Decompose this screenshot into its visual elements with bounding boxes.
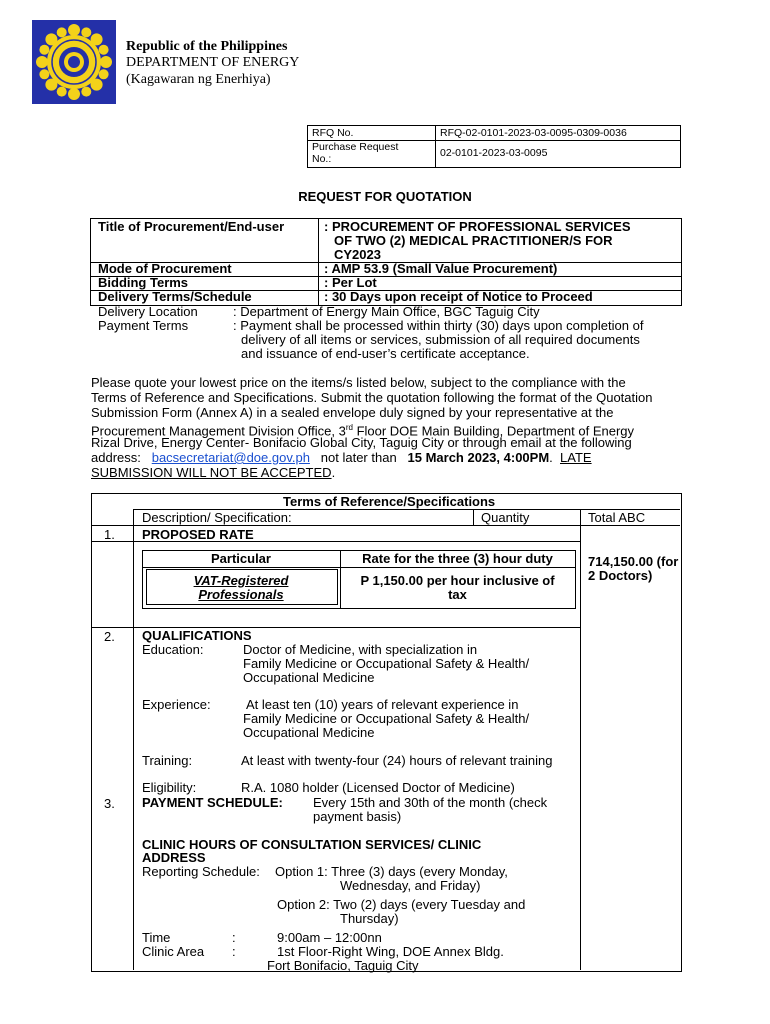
header-department: DEPARTMENT OF ENERGY [126,55,300,70]
rate-col1-value-2: Professionals [198,587,284,602]
bidding-value: : Per Lot [324,275,377,290]
clinic-title-2: ADDRESS [142,850,206,865]
deadline: 15 March 2023, 4:00PM [407,450,550,465]
instruction-line-2: Terms of Reference and Specifications. Submit the quotation following the format of the Quotation [91,390,653,405]
option2-2: Thursday) [340,911,399,926]
time-value: 9:00am – 12:00nn [277,930,382,945]
area-colon: : [232,944,236,959]
rate-col1-value-1: VAT-Registered [193,573,289,588]
rate-col2-value-2: tax [448,587,467,602]
total-abc-1: 714,150.00 (for [588,554,679,569]
pr-label-1: Purchase Request [312,141,399,153]
item2-no: 2. [104,629,115,644]
instruction-line-7: SUBMISSION WILL NOT BE ACCEPTED. [91,465,336,480]
title-label: Title of Procurement/End-user [98,219,285,234]
eligibility-1: R.A. 1080 holder (Licensed Doctor of Medicine) [241,780,515,795]
item3-no: 3. [104,796,115,811]
education-1: Doctor of Medicine, with specialization in [243,642,478,657]
late-notice-2: SUBMISSION WILL NOT BE ACCEPTED [91,465,332,480]
experience-2: Family Medicine or Occupational Safety & Health/ [243,711,530,726]
instruction-line-4: Procurement Management Division Office, 3rd Floor DOE Main Building, Department of Energy [91,423,635,439]
rate-col2-header: Rate for the three (3) hour duty [362,551,553,566]
doe-seal-logo [32,20,116,104]
option1-1: Option 1: Three (3) days (every Monday, [275,864,508,879]
title-value-2: OF TWO (2) MEDICAL PRACTITIONER/S FOR [334,233,613,248]
item1-no: 1. [104,527,115,542]
delivery-label: Delivery Terms/Schedule [98,289,252,304]
location-label: Delivery Location [98,304,198,319]
pr-label-2: No.: [312,153,332,165]
mode-value: : AMP 53.9 (Small Value Procurement) [324,261,558,276]
area-label: Clinic Area [142,944,205,959]
area-value-2: Fort Bonifacio, Taguig City [267,958,419,973]
instruction-line-6: address: bacsecretariat@doe.gov.ph not later than 15 March 2023, 4:00PM. LATE [91,450,592,465]
mode-label: Mode of Procurement [98,261,232,276]
experience-1: At least ten (10) years of relevant experience in [246,697,519,712]
total-abc-2: 2 Doctors) [588,568,653,583]
payment-value-1: : Payment shall be processed within thirty (30) days upon completion of [233,318,644,333]
option2-1: Option 2: Two (2) days (every Tuesday and [277,897,526,912]
experience-3: Occupational Medicine [243,725,375,740]
reporting-label: Reporting Schedule: [142,864,260,879]
instruction-line-5: Rizal Drive, Energy Center- Bonifacio Global City, Taguig City or through email at the following [91,435,632,450]
time-label: Time [142,930,171,945]
rfq-no-value: RFQ-02-0101-2023-03-0095-0309-0036 [440,127,627,139]
time-colon: : [232,930,236,945]
experience-label: Experience: [142,697,211,712]
delivery-value: : 30 Days upon receipt of Notice to Proceed [324,289,593,304]
location-value: : Department of Energy Main Office, BGC Taguig City [233,304,540,319]
item2-title: QUALIFICATIONS [142,628,252,643]
email-link[interactable]: bacsecretariat@doe.gov.ph [151,450,310,465]
rate-col2-value-1: P 1,150.00 per hour inclusive of [360,573,555,588]
desc-header: Description/ Specification: [142,510,292,525]
instruction-line-1: Please quote your lowest price on the items/s listed below, subject to the compliance with the [91,375,626,390]
rfq-no-label: RFQ No. [312,127,354,139]
payment-sched-1: Every 15th and 30th of the month (check [313,795,548,810]
training-label: Training: [142,753,193,768]
document-title: REQUEST FOR QUOTATION [298,189,472,204]
payment-sched-2: payment basis) [313,809,402,824]
clinic-title-1: CLINIC HOURS OF CONSULTATION SERVICES/ CLINIC [142,837,482,852]
title-value-1: : PROCUREMENT OF PROFESSIONAL SERVICES [324,219,631,234]
education-3: Occupational Medicine [243,670,375,685]
tor-heading: Terms of Reference/Specifications [283,494,496,509]
rfq-info-box [307,125,681,168]
bidding-label: Bidding Terms [98,275,189,290]
payment-value-2: delivery of all items or services, submission of all required documents [241,332,640,347]
item1-title: PROPOSED RATE [142,527,254,542]
area-value-1: 1st Floor-Right Wing, DOE Annex Bldg. [277,944,504,959]
header-republic: Republic of the Philippines [126,39,288,54]
training-1: At least with twenty-four (24) hours of relevant training [241,753,553,768]
payment-value-3: and issuance of end-user’s certificate acceptance. [241,346,530,361]
option1-2: Wednesday, and Friday) [340,878,481,893]
education-label: Education: [142,642,204,657]
item3-title: PAYMENT SCHEDULE: [142,795,283,810]
header-kagawaran: (Kagawaran ng Enerhiya) [126,72,271,87]
abc-header: Total ABC [588,510,646,525]
pr-value: 02-0101-2023-03-0095 [440,147,548,159]
education-2: Family Medicine or Occupational Safety & Health/ [243,656,530,671]
instruction-line-3: Submission Form (Annex A) in a sealed envelope duly signed by your representative at the [91,405,614,420]
eligibility-label: Eligibility: [142,780,197,795]
title-value-3: CY2023 [334,247,381,262]
qty-header: Quantity [481,510,530,525]
late-notice-1: LATE [560,450,592,465]
rate-col1-header: Particular [211,551,271,566]
payment-label: Payment Terms [98,318,189,333]
